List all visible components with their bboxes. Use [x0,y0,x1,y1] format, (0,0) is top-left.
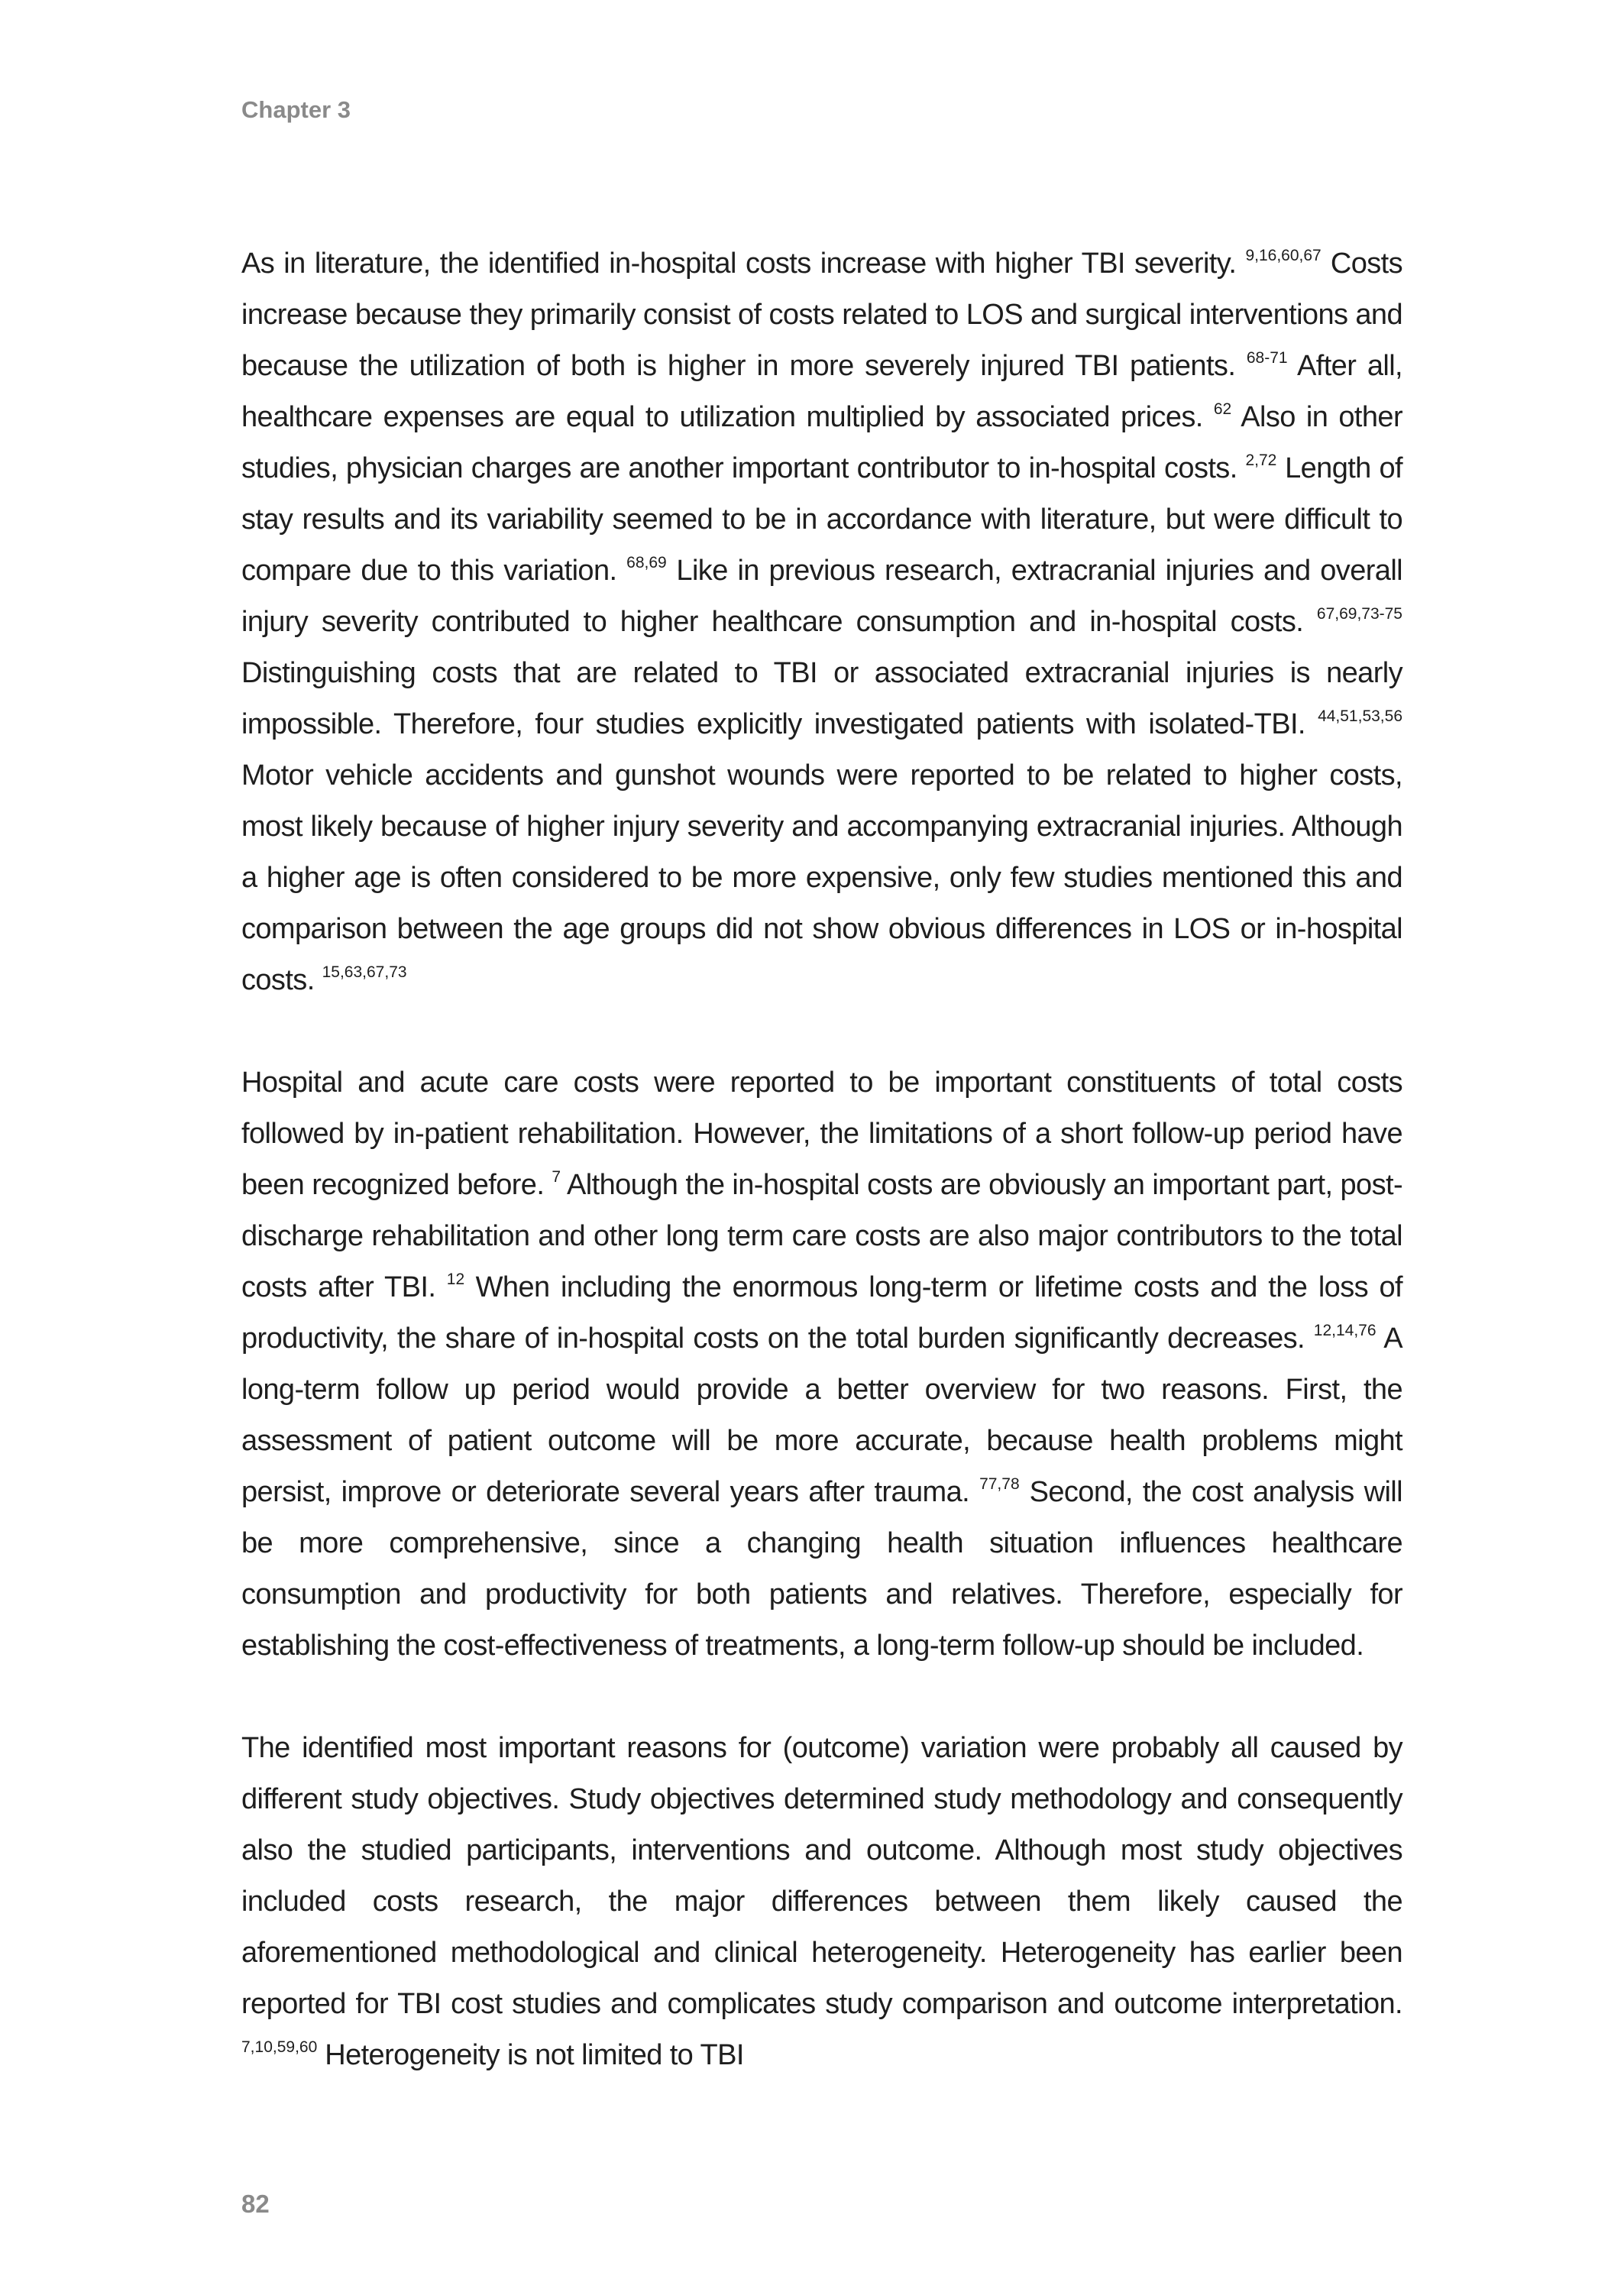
citation-superscript: 7,10,59,60 [241,2038,318,2056]
text-run: After all, healthcare expenses are equal to utilization multiplied by associated prices. [241,350,1402,433]
citation-superscript: 67,69,73-75 [1316,605,1402,623]
paragraph-3 [241,1723,1402,2081]
text-run: Costs increase because they primarily consist of costs related to LOS and surgical interventions and because the utilization of both is higher in more severely injured TBI patients. [241,248,1402,382]
body-text [241,238,1402,2132]
text-run: Although the in-hospital costs are obviously an important part, post-discharge rehabilitation and other long term care costs are also major contributors to the total costs after TBI. [241,1169,1402,1303]
citation-superscript: 15,63,67,73 [322,963,407,981]
citation-superscript: 68,69 [626,554,667,571]
page-number: 82 [241,2190,270,2218]
text-run: Like in previous research, extracranial injuries and overall injury severity contributed to higher healthcare consumption and in-hospital costs. [241,555,1403,638]
text-run: Also in other studies, physician charges are another important contributor to in-hospital costs. [241,401,1402,484]
citation-superscript: 77,78 [979,1475,1020,1493]
citation-superscript: 44,51,53,56 [1318,707,1402,725]
citation-superscript: 12,14,76 [1313,1322,1377,1339]
citation-superscript: 9,16,60,67 [1245,247,1322,264]
text-run: Length of stay results and its variability seemed to be in accordance with literature, but were difficult to compare due to this variation. [241,452,1402,587]
citation-superscript: 68-71 [1246,349,1288,367]
citation-superscript: 2,72 [1245,452,1277,469]
text-run: When including the enormous long-term or lifetime costs and the loss of productivity, the share of in-hospital costs on the total burden significantly decreases. [241,1271,1402,1355]
paragraph-1 [241,238,1402,1006]
text-run: Heterogeneity is not limited to TBI [317,2039,744,2071]
citation-superscript: 62 [1213,400,1232,418]
text-run: Distinguishing costs that are related to TBI or associated extracranial injuries is nearly impossible. Therefore, four studies explicitly investigated patients with isolated-TBI. [241,657,1402,740]
text-run: The identified most important reasons for (outcome) variation were probably all caused by different study objectives. Study objectives determined study methodology and consequently also the studied participants, interventions and outcome. Although most study objectives included costs research, the major differences between them likely caused the aforementioned methodological and clinical heterogeneity. Heterogeneity has earlier been reported for TBI cost studies and complicates study comparison and outcome interpretation. [241,1732,1402,2020]
text-run: As in literature, the identified in-hospital costs increase with higher TBI severity. [241,248,1246,280]
citation-superscript: 7 [552,1168,561,1186]
citation-superscript: 12 [446,1271,465,1288]
text-run: Motor vehicle accidents and gunshot wounds were reported to be related to higher costs, most likely because of higher injury severity and accompanying extracranial injuries. Although a higher age is often considered to be more expensive, only few studies mentioned this and comparison between the age groups did not show obvious differences in LOS or in-hospital costs. [241,759,1402,996]
chapter-header: Chapter 3 [241,96,351,123]
paragraph-2 [241,1057,1402,1672]
text-run: Hospital and acute care costs were reported to be important constituents of total costs followed by in-patient rehabilitation. However, the limitations of a short follow-up period have been recognized before. [241,1067,1402,1201]
text-run: A long-term follow up period would provide a better overview for two reasons. First, the assessment of patient outcome will be more accurate, because health problems might persist, improve or deteriorate several years after trauma. [241,1322,1402,1508]
text-run: Second, the cost analysis will be more comprehensive, since a changing health situation influences healthcare consumption and productivity for both patients and relatives. Therefore, especially for establishing the cost-effectiveness of treatments, a long-term follow-up should be included. [241,1476,1402,1662]
